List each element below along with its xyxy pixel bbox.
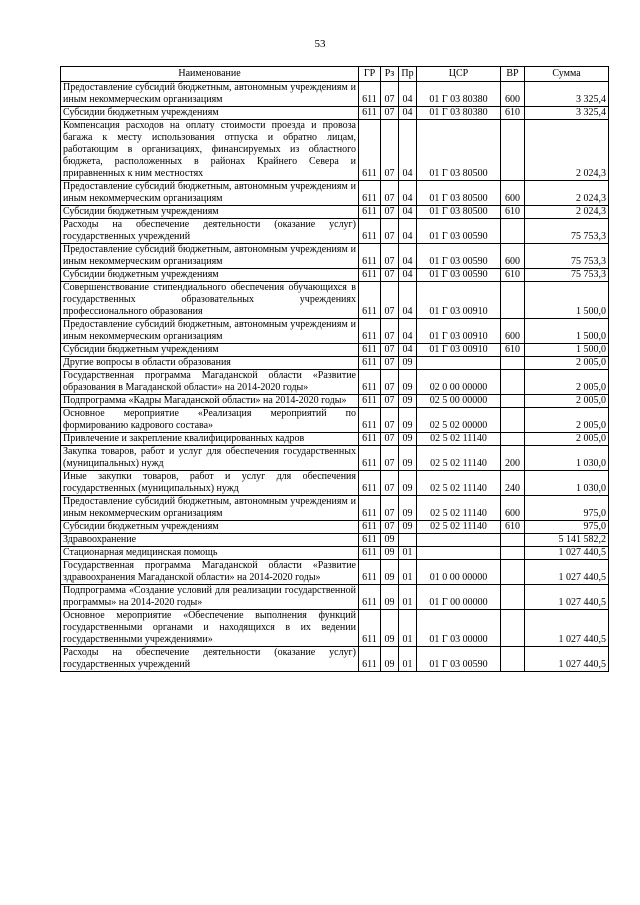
cell-rz: 07 xyxy=(381,206,399,219)
cell-rz: 07 xyxy=(381,107,399,120)
table-row xyxy=(61,344,609,357)
cell-gr: 611 xyxy=(359,547,381,560)
cell-gr: 611 xyxy=(359,206,381,219)
cell-csr: 01 Г 03 80380 xyxy=(417,82,501,107)
cell-csr: 01 Г 00 00000 xyxy=(417,585,501,610)
cell-name: Субсидии бюджетным учреждениям xyxy=(61,107,359,120)
cell-pr: 04 xyxy=(399,344,417,357)
cell-csr: 01 0 00 00000 xyxy=(417,560,501,585)
cell-name: Субсидии бюджетным учреждениям xyxy=(61,344,359,357)
cell-sum: 1 030,0 xyxy=(525,446,609,471)
cell-vr: 610 xyxy=(501,107,525,120)
cell-name: Субсидии бюджетным учреждениям xyxy=(61,206,359,219)
cell-gr: 611 xyxy=(359,395,381,408)
cell-gr: 611 xyxy=(359,282,381,319)
cell-gr: 611 xyxy=(359,120,381,181)
cell-rz: 07 xyxy=(381,181,399,206)
cell-rz: 07 xyxy=(381,120,399,181)
cell-pr: 04 xyxy=(399,319,417,344)
cell-csr: 01 Г 03 00590 xyxy=(417,219,501,244)
cell-sum: 3 325,4 xyxy=(525,107,609,120)
cell-csr: 02 5 02 11140 xyxy=(417,446,501,471)
cell-gr: 611 xyxy=(359,408,381,433)
cell-rz: 07 xyxy=(381,408,399,433)
cell-gr: 611 xyxy=(359,446,381,471)
cell-rz: 09 xyxy=(381,647,399,672)
cell-vr xyxy=(501,282,525,319)
table-row xyxy=(61,120,609,181)
cell-name: Предоставление субсидий бюджетным, автономным учреждениям и иным некоммерческим организациям xyxy=(61,244,359,269)
table-row xyxy=(61,370,609,395)
cell-gr: 611 xyxy=(359,433,381,446)
table-row xyxy=(61,534,609,547)
cell-gr: 611 xyxy=(359,534,381,547)
cell-vr xyxy=(501,647,525,672)
cell-name: Здравоохранение xyxy=(61,534,359,547)
cell-rz: 07 xyxy=(381,433,399,446)
cell-gr: 611 xyxy=(359,319,381,344)
cell-vr xyxy=(501,408,525,433)
cell-vr: 600 xyxy=(501,496,525,521)
header-csr: ЦСР xyxy=(417,67,501,82)
cell-sum: 3 325,4 xyxy=(525,82,609,107)
cell-csr: 01 Г 03 80500 xyxy=(417,181,501,206)
cell-sum: 2 024,3 xyxy=(525,206,609,219)
cell-rz: 07 xyxy=(381,219,399,244)
header-vr: ВР xyxy=(501,67,525,82)
cell-rz: 07 xyxy=(381,357,399,370)
cell-vr: 240 xyxy=(501,471,525,496)
cell-sum: 2 005,0 xyxy=(525,408,609,433)
cell-name: Привлечение и закрепление квалифицированных кадров xyxy=(61,433,359,446)
cell-csr: 02 5 02 00000 xyxy=(417,408,501,433)
cell-pr: 01 xyxy=(399,560,417,585)
cell-csr: 01 Г 03 00590 xyxy=(417,244,501,269)
cell-csr: 01 Г 03 00590 xyxy=(417,647,501,672)
cell-name: Иные закупки товаров, работ и услуг для обеспечения государственных (муниципальных) нужд xyxy=(61,471,359,496)
cell-name: Расходы на обеспечение деятельности (оказание услуг) государственных учреждений xyxy=(61,647,359,672)
table-row xyxy=(61,82,609,107)
cell-vr: 200 xyxy=(501,446,525,471)
cell-rz: 09 xyxy=(381,547,399,560)
cell-sum: 2 024,3 xyxy=(525,181,609,206)
cell-name: Предоставление субсидий бюджетным, автономным учреждениям и иным некоммерческим организациям xyxy=(61,82,359,107)
table-row xyxy=(61,282,609,319)
cell-sum: 1 027 440,5 xyxy=(525,560,609,585)
cell-pr: 01 xyxy=(399,610,417,647)
header-rz: Рз xyxy=(381,67,399,82)
cell-gr: 611 xyxy=(359,560,381,585)
cell-csr xyxy=(417,547,501,560)
cell-sum: 1 030,0 xyxy=(525,471,609,496)
cell-csr: 01 Г 03 80500 xyxy=(417,206,501,219)
cell-rz: 09 xyxy=(381,534,399,547)
cell-vr: 610 xyxy=(501,269,525,282)
cell-name: Субсидии бюджетным учреждениям xyxy=(61,269,359,282)
cell-rz: 07 xyxy=(381,521,399,534)
cell-vr xyxy=(501,610,525,647)
table-row xyxy=(61,547,609,560)
cell-vr xyxy=(501,120,525,181)
cell-vr: 610 xyxy=(501,344,525,357)
page-number: 53 xyxy=(314,38,326,50)
cell-csr: 01 Г 03 00590 xyxy=(417,269,501,282)
cell-sum: 75 753,3 xyxy=(525,244,609,269)
table-row xyxy=(61,244,609,269)
cell-pr: 09 xyxy=(399,521,417,534)
cell-pr: 09 xyxy=(399,433,417,446)
cell-gr: 611 xyxy=(359,647,381,672)
cell-sum: 75 753,3 xyxy=(525,219,609,244)
cell-csr xyxy=(417,357,501,370)
cell-vr xyxy=(501,585,525,610)
table-row xyxy=(61,521,609,534)
cell-vr xyxy=(501,357,525,370)
cell-rz: 07 xyxy=(381,282,399,319)
cell-rz: 07 xyxy=(381,370,399,395)
cell-name: Совершенствование стипендиального обеспечения обучающихся в государственных образовательных учреждениях профессионального образования xyxy=(61,282,359,319)
cell-vr: 610 xyxy=(501,206,525,219)
cell-rz: 07 xyxy=(381,471,399,496)
table-row xyxy=(61,357,609,370)
cell-vr: 600 xyxy=(501,82,525,107)
cell-pr: 01 xyxy=(399,547,417,560)
table-row xyxy=(61,395,609,408)
cell-rz: 07 xyxy=(381,244,399,269)
table-header xyxy=(61,67,609,82)
cell-csr: 02 5 02 11140 xyxy=(417,521,501,534)
cell-pr: 01 xyxy=(399,647,417,672)
cell-vr: 600 xyxy=(501,244,525,269)
cell-pr: 04 xyxy=(399,120,417,181)
cell-rz: 07 xyxy=(381,82,399,107)
cell-sum: 975,0 xyxy=(525,521,609,534)
cell-vr xyxy=(501,547,525,560)
table-row xyxy=(61,219,609,244)
cell-gr: 611 xyxy=(359,610,381,647)
cell-rz: 09 xyxy=(381,560,399,585)
cell-pr: 04 xyxy=(399,82,417,107)
table-row xyxy=(61,269,609,282)
cell-pr: 09 xyxy=(399,370,417,395)
table-row xyxy=(61,206,609,219)
cell-vr: 600 xyxy=(501,181,525,206)
cell-gr: 611 xyxy=(359,244,381,269)
cell-pr: 01 xyxy=(399,585,417,610)
cell-sum: 2 005,0 xyxy=(525,370,609,395)
table-row xyxy=(61,647,609,672)
header-gr: ГР xyxy=(359,67,381,82)
cell-csr: 01 Г 03 00910 xyxy=(417,282,501,319)
cell-csr: 01 Г 03 80500 xyxy=(417,120,501,181)
cell-rz: 07 xyxy=(381,395,399,408)
cell-gr: 611 xyxy=(359,181,381,206)
table-row xyxy=(61,107,609,120)
cell-sum: 1 027 440,5 xyxy=(525,610,609,647)
cell-vr: 600 xyxy=(501,319,525,344)
cell-pr xyxy=(399,534,417,547)
cell-sum: 1 027 440,5 xyxy=(525,547,609,560)
cell-pr: 04 xyxy=(399,282,417,319)
cell-vr xyxy=(501,370,525,395)
cell-gr: 611 xyxy=(359,357,381,370)
cell-pr: 04 xyxy=(399,244,417,269)
cell-sum: 1 027 440,5 xyxy=(525,647,609,672)
cell-pr: 09 xyxy=(399,471,417,496)
cell-name: Другие вопросы в области образования xyxy=(61,357,359,370)
cell-name: Закупка товаров, работ и услуг для обеспечения государственных (муниципальных) нужд xyxy=(61,446,359,471)
cell-vr xyxy=(501,433,525,446)
header-name: Наименование xyxy=(61,67,359,82)
cell-name: Основное мероприятие «Обеспечение выполнения функций государственными органами и находящихся в их ведении государственными учреждениями» xyxy=(61,610,359,647)
cell-rz: 07 xyxy=(381,269,399,282)
cell-name: Предоставление субсидий бюджетным, автономным учреждениям и иным некоммерческим организациям xyxy=(61,319,359,344)
cell-name: Предоставление субсидий бюджетным, автономным учреждениям и иным некоммерческим организациям xyxy=(61,496,359,521)
cell-pr: 04 xyxy=(399,219,417,244)
cell-vr xyxy=(501,219,525,244)
cell-gr: 611 xyxy=(359,344,381,357)
cell-gr: 611 xyxy=(359,370,381,395)
cell-sum: 1 500,0 xyxy=(525,282,609,319)
cell-gr: 611 xyxy=(359,585,381,610)
cell-sum: 1 500,0 xyxy=(525,319,609,344)
table-row xyxy=(61,408,609,433)
cell-rz: 09 xyxy=(381,610,399,647)
cell-csr: 02 5 02 11140 xyxy=(417,471,501,496)
cell-csr: 02 5 02 11140 xyxy=(417,496,501,521)
table-row xyxy=(61,319,609,344)
cell-csr xyxy=(417,534,501,547)
cell-name: Подпрограмма «Создание условий для реализации государственной программы» на 2014-2020 годы» xyxy=(61,585,359,610)
table-row xyxy=(61,471,609,496)
cell-sum: 2 005,0 xyxy=(525,395,609,408)
cell-vr xyxy=(501,395,525,408)
cell-gr: 611 xyxy=(359,471,381,496)
cell-rz: 07 xyxy=(381,344,399,357)
cell-pr: 09 xyxy=(399,446,417,471)
cell-csr: 01 Г 03 00000 xyxy=(417,610,501,647)
cell-gr: 611 xyxy=(359,269,381,282)
cell-sum: 2 005,0 xyxy=(525,433,609,446)
table-row xyxy=(61,433,609,446)
cell-rz: 09 xyxy=(381,585,399,610)
cell-csr: 01 Г 03 80380 xyxy=(417,107,501,120)
cell-csr: 02 5 02 11140 xyxy=(417,433,501,446)
cell-name: Стационарная медицинская помощь xyxy=(61,547,359,560)
cell-pr: 04 xyxy=(399,181,417,206)
cell-name: Государственная программа Магаданской области «Развитие здравоохранения Магаданской области» на 2014-2020 годы» xyxy=(61,560,359,585)
cell-gr: 611 xyxy=(359,521,381,534)
cell-sum: 1 027 440,5 xyxy=(525,585,609,610)
cell-pr: 09 xyxy=(399,408,417,433)
cell-pr: 09 xyxy=(399,395,417,408)
table-row xyxy=(61,585,609,610)
cell-sum: 975,0 xyxy=(525,496,609,521)
header-pr: Пр xyxy=(399,67,417,82)
cell-sum: 1 500,0 xyxy=(525,344,609,357)
header-sum: Сумма xyxy=(525,67,609,82)
cell-name: Предоставление субсидий бюджетным, автономным учреждениям и иным некоммерческим организациям xyxy=(61,181,359,206)
table-body xyxy=(61,82,609,672)
cell-name: Компенсация расходов на оплату стоимости проезда и провоза багажа к месту использования отпуска и обратно лицам, работающим в организациях, финансируемых из областного бюджета, расположенных в районах Крайнего Севера и приравненных к ним местностях xyxy=(61,120,359,181)
table-row xyxy=(61,446,609,471)
cell-gr: 611 xyxy=(359,82,381,107)
cell-pr: 04 xyxy=(399,107,417,120)
cell-vr: 610 xyxy=(501,521,525,534)
cell-csr: 01 Г 03 00910 xyxy=(417,344,501,357)
cell-rz: 07 xyxy=(381,319,399,344)
table-row xyxy=(61,181,609,206)
cell-gr: 611 xyxy=(359,219,381,244)
cell-pr: 04 xyxy=(399,206,417,219)
cell-name: Расходы на обеспечение деятельности (оказание услуг) государственных учреждений xyxy=(61,219,359,244)
budget-table xyxy=(60,66,609,672)
table-row xyxy=(61,496,609,521)
cell-name: Основное мероприятие «Реализация мероприятий по формированию кадрового состава» xyxy=(61,408,359,433)
cell-name: Государственная программа Магаданской области «Развитие образования в Магаданской области» на 2014-2020 годы» xyxy=(61,370,359,395)
table-row xyxy=(61,560,609,585)
cell-vr xyxy=(501,534,525,547)
cell-rz: 07 xyxy=(381,496,399,521)
cell-vr xyxy=(501,560,525,585)
table-row xyxy=(61,610,609,647)
cell-sum: 75 753,3 xyxy=(525,269,609,282)
cell-pr: 09 xyxy=(399,496,417,521)
cell-sum: 2 024,3 xyxy=(525,120,609,181)
cell-name: Подпрограмма «Кадры Магаданской области» на 2014-2020 годы» xyxy=(61,395,359,408)
cell-csr: 02 5 00 00000 xyxy=(417,395,501,408)
cell-csr: 02 0 00 00000 xyxy=(417,370,501,395)
cell-sum: 2 005,0 xyxy=(525,357,609,370)
cell-name: Субсидии бюджетным учреждениям xyxy=(61,521,359,534)
cell-rz: 07 xyxy=(381,446,399,471)
cell-gr: 611 xyxy=(359,107,381,120)
cell-csr: 01 Г 03 00910 xyxy=(417,319,501,344)
cell-pr: 09 xyxy=(399,357,417,370)
cell-gr: 611 xyxy=(359,496,381,521)
cell-sum: 5 141 582,2 xyxy=(525,534,609,547)
cell-pr: 04 xyxy=(399,269,417,282)
